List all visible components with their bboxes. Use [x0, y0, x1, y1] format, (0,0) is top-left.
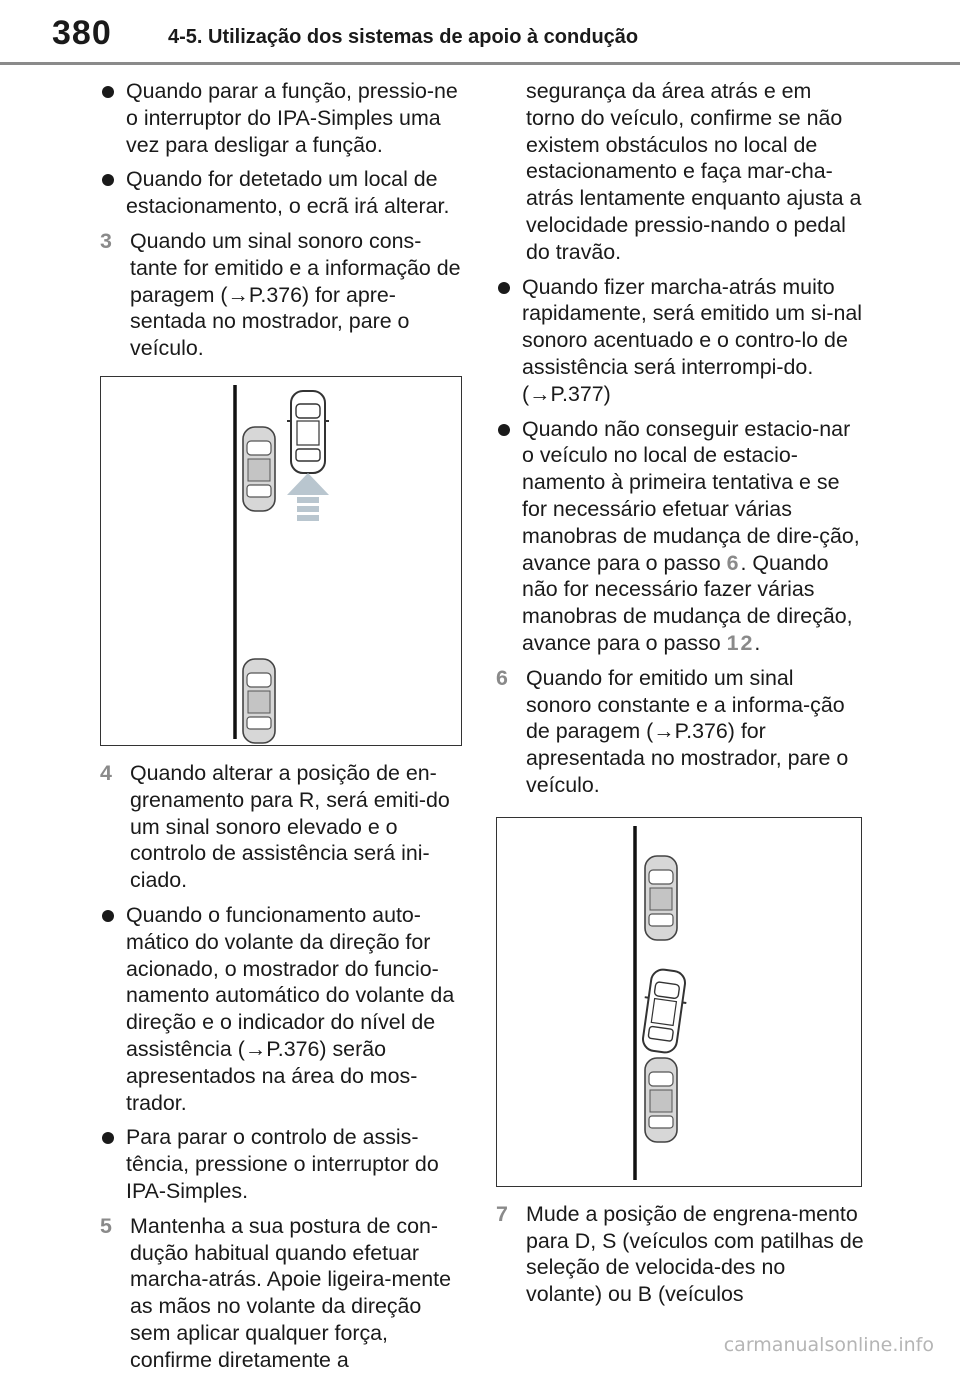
step-text: Quando um sinal sonoro cons-tante for emitido e a informação de paragem (→P.376) for apre-sentada no mostrador, pare o veículo. [130, 228, 461, 361]
step-text: Quando alterar a posição de en-grenamento para R, será emiti-do um sinal sonoro elevado e o controlo de assistência será ini-ciado. [130, 760, 450, 893]
bullet-auto-steering: Quando o funcionamento auto-mático do volante da direção for acionado, o mostrador do funcio-namento automático do volante da direção e o indicador do nível de assistência (→P.376) serão apresentados na área do mos-trador. [100, 902, 466, 1116]
bullet-parking-detected: Quando for detetado um local de estacionamento, o ecrã irá alterar. [100, 166, 466, 220]
bullet-multiple-maneuvers [496, 416, 864, 657]
step-reference: 12 [726, 630, 755, 655]
parked-car-icon [243, 659, 275, 743]
step-number: 4 [100, 760, 112, 785]
step-text: Mude a posição de engrena-mento para D, S (veículos com patilhas de seleção de velocida-des no volante) ou B (veículos [526, 1201, 864, 1307]
step-6 [496, 665, 864, 799]
step-number: 7 [496, 1201, 508, 1226]
parked-car-icon [645, 1058, 677, 1142]
step-number: 5 [100, 1213, 112, 1238]
header-divider [0, 62, 960, 65]
step-number: 3 [100, 228, 112, 253]
figure-stop-position [100, 376, 462, 746]
step-7 [496, 1201, 864, 1308]
parked-car-icon [645, 856, 677, 940]
parking-diagram-2 [497, 818, 863, 1188]
own-vehicle-icon [287, 391, 329, 473]
step-text: Quando for emitido um sinal sonoro constante e a informa-ção de paragem (→P.376) for apresentada no mostrador, pare o veículo. [526, 665, 849, 797]
bullet-stop-function: Quando parar a função, pressio-ne o interruptor do IPA-Simples uma vez para desligar a função. [100, 78, 466, 158]
bullet-stop-assist: Para parar o controlo de assis-tência, pressione o interruptor do IPA-Simples. [100, 1124, 466, 1204]
step-4 [100, 760, 466, 894]
own-vehicle-icon [637, 967, 690, 1054]
step-5 [100, 1213, 466, 1374]
bullet-text: . [754, 630, 761, 655]
parked-car-icon [243, 427, 275, 511]
bullet-reverse-fast: Quando fizer marcha-atrás muito rapidamente, será emitido um si-nal sonoro acentuado e o contro-lo de assistência será interrompi-do. (→P.377) [496, 274, 864, 408]
step-number: 6 [496, 665, 508, 690]
section-title: 4-5. Utilização dos sistemas de apoio à condução [168, 26, 639, 48]
watermark: carmanualsonline.info [723, 1334, 934, 1356]
step-3 [100, 228, 466, 362]
bullet-text: . Quando não for necessário fazer várias manobras de mudança de direção, avance para o passo [522, 550, 853, 655]
step-text: Mantenha a sua postura de con-dução habitual quando efetuar marcha-atrás. Apoie ligeira-mente as mãos no volante da direção sem aplicar qualquer força, confirme diretamente a [130, 1213, 452, 1372]
figure-reverse-position [496, 817, 862, 1187]
page-number: 380 [52, 14, 112, 52]
right-column [496, 78, 864, 1316]
page-header [0, 0, 960, 64]
bullet-text: Quando não conseguir estacio-nar o veículo no local de estacio-namento à primeira tentativa e se for necessário efetuar várias manobras de mudança de dire-ção, avance para o passo [522, 416, 860, 575]
forward-arrow-icon [287, 473, 329, 521]
step-reference: 6 [726, 550, 741, 575]
left-column [100, 78, 466, 1382]
parking-diagram-1 [101, 377, 463, 747]
step-5-continued: segurança da área atrás e em torno do veículo, confirme se não existem obstáculos no local de estacionamento e faça mar-cha-atrás lentamente enquanto ajusta a velocidade pressio-nando o pedal do travão. [526, 79, 862, 264]
